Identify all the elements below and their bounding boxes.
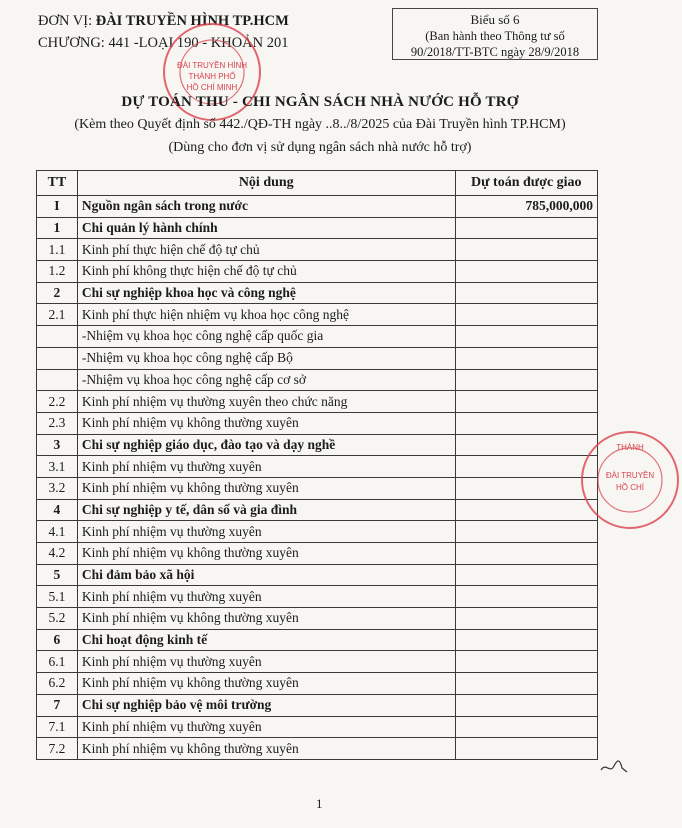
row-content: Kinh phí thực hiện chế độ tự chủ [77, 239, 455, 261]
row-estimate [455, 369, 597, 391]
row-estimate [455, 261, 597, 283]
row-content: Kinh phí nhiệm vụ không thường xuyên [77, 608, 455, 630]
initial-signature [598, 756, 630, 778]
row-number [37, 347, 78, 369]
row-estimate [455, 694, 597, 716]
row-estimate [455, 521, 597, 543]
chapter-line: CHƯƠNG: 441 -LOẠI 190 - KHOẢN 201 [38, 35, 289, 51]
row-estimate [455, 651, 597, 673]
header-tt: TT [37, 171, 78, 196]
table-row [37, 586, 598, 608]
stamp-top-text: ĐÀI TRUYỀN HÌNH [176, 61, 248, 70]
row-number: 3.1 [37, 456, 78, 478]
stamp2-bottom-text: HỒ CHÍ [616, 483, 644, 492]
row-estimate [455, 673, 597, 695]
row-number: 7 [37, 694, 78, 716]
row-estimate [455, 499, 597, 521]
row-number: 6.1 [37, 651, 78, 673]
row-number: 5.1 [37, 586, 78, 608]
row-number: 3 [37, 434, 78, 456]
row-estimate [455, 629, 597, 651]
row-content: Kinh phí nhiệm vụ không thường xuyên [77, 673, 455, 695]
table-row [37, 196, 598, 218]
row-content: Kinh phí nhiệm vụ thường xuyên [77, 716, 455, 738]
table-row [37, 239, 598, 261]
table-row [37, 521, 598, 543]
row-number: 2 [37, 282, 78, 304]
stamp2-mid-text: ĐÀI TRUYỀN [605, 471, 655, 480]
row-estimate [455, 391, 597, 413]
table-row [37, 304, 598, 326]
row-estimate [455, 326, 597, 348]
row-estimate [455, 456, 597, 478]
table-row [37, 326, 598, 348]
row-number: 5 [37, 564, 78, 586]
stamp2-top-text: THÀNH [616, 443, 644, 452]
row-content: Chi sự nghiệp khoa học và công nghệ [77, 282, 455, 304]
row-number: 3.2 [37, 477, 78, 499]
row-number [37, 326, 78, 348]
row-content: Kinh phí không thực hiện chế độ tự chủ [77, 261, 455, 283]
form-reference-line2: 90/2018/TT-BTC ngày 28/9/2018 [410, 45, 580, 59]
table-row [37, 608, 598, 630]
row-number: 7.2 [37, 738, 78, 760]
row-number: 7.1 [37, 716, 78, 738]
row-content: Chi sự nghiệp y tế, dân số và gia đình [77, 499, 455, 521]
row-content: -Nhiệm vụ khoa học công nghệ cấp quốc gia [77, 326, 455, 348]
row-content: -Nhiệm vụ khoa học công nghệ cấp cơ sở [77, 369, 455, 391]
table-row [37, 629, 598, 651]
row-number: 6.2 [37, 673, 78, 695]
table-row [37, 282, 598, 304]
table-row [37, 347, 598, 369]
table-row [37, 456, 598, 478]
row-number [37, 369, 78, 391]
row-content: Kinh phí nhiệm vụ thường xuyên [77, 651, 455, 673]
row-content: Kinh phí nhiệm vụ không thường xuyên [77, 477, 455, 499]
table-row [37, 261, 598, 283]
row-number: 2.1 [37, 304, 78, 326]
row-content: Nguồn ngân sách trong nước [77, 196, 455, 218]
table-row [37, 412, 598, 434]
table-header-row [37, 171, 598, 196]
row-content: Kinh phí nhiệm vụ không thường xuyên [77, 738, 455, 760]
official-stamp-partial [578, 428, 682, 532]
row-content: Chi hoạt động kinh tế [77, 629, 455, 651]
row-content: Kinh phí nhiệm vụ thường xuyên [77, 456, 455, 478]
stamp-mid-text: THÀNH PHỐ [188, 72, 236, 81]
row-estimate [455, 217, 597, 239]
row-estimate [455, 586, 597, 608]
row-estimate [455, 347, 597, 369]
row-estimate [455, 543, 597, 565]
table-row [37, 716, 598, 738]
row-content: Kinh phí nhiệm vụ không thường xuyên [77, 412, 455, 434]
table-row [37, 543, 598, 565]
row-number: 4.1 [37, 521, 78, 543]
row-number: I [37, 196, 78, 218]
row-content: -Nhiệm vụ khoa học công nghệ cấp Bộ [77, 347, 455, 369]
row-estimate [455, 738, 597, 760]
table-row [37, 499, 598, 521]
row-estimate: 785,000,000 [455, 196, 597, 218]
row-number: 5.2 [37, 608, 78, 630]
row-estimate [455, 564, 597, 586]
table-row [37, 391, 598, 413]
row-number: 1.2 [37, 261, 78, 283]
usage-note: (Dùng cho đơn vị sử dụng ngân sách nhà nước hỗ trợ) [168, 140, 472, 155]
header-estimate: Dự toán được giao [455, 171, 597, 196]
document-title: DỰ TOÁN THU - CHI NGÂN SÁCH NHÀ NƯỚC HỖ TRỢ [121, 94, 519, 110]
row-number: 2.3 [37, 412, 78, 434]
unit-prefix: ĐƠN VỊ: [38, 13, 96, 29]
table-row [37, 477, 598, 499]
row-content: Kinh phí thực hiện nhiệm vụ khoa học công nghệ [77, 304, 455, 326]
row-estimate [455, 412, 597, 434]
table-row [37, 738, 598, 760]
row-content: Kinh phí nhiệm vụ không thường xuyên [77, 543, 455, 565]
row-content: Chi đảm bảo xã hội [77, 564, 455, 586]
unit-name: ĐÀI TRUYỀN HÌNH TP.HCM [95, 13, 289, 29]
stamp-bottom-text: HỒ CHÍ MINH [186, 83, 238, 92]
row-estimate [455, 239, 597, 261]
table-row [37, 694, 598, 716]
row-estimate [455, 282, 597, 304]
table-row [37, 564, 598, 586]
table-row [37, 217, 598, 239]
row-number: 2.2 [37, 391, 78, 413]
row-content: Kinh phí nhiệm vụ thường xuyên [77, 521, 455, 543]
row-number: 4 [37, 499, 78, 521]
row-content: Chi sự nghiệp giáo dục, đào tạo và dạy nghề [77, 434, 455, 456]
row-number: 1 [37, 217, 78, 239]
form-number: Biểu số 6 [470, 12, 520, 27]
table-row [37, 434, 598, 456]
row-estimate [455, 608, 597, 630]
row-estimate [455, 716, 597, 738]
row-content: Kinh phí nhiệm vụ thường xuyên [77, 586, 455, 608]
row-estimate [455, 477, 597, 499]
row-content: Kinh phí nhiệm vụ thường xuyên theo chức năng [77, 391, 455, 413]
decision-reference: (Kèm theo Quyết định số 442./QĐ-TH ngày ..8../8/2025 của Đài Truyền hình TP.HCM) [74, 117, 566, 132]
form-reference-line1: (Ban hành theo Thông tư số [425, 29, 565, 43]
table-row [37, 673, 598, 695]
page-number: 1 [316, 796, 323, 811]
row-number: 4.2 [37, 543, 78, 565]
row-estimate [455, 434, 597, 456]
form-reference-box [392, 8, 598, 60]
row-number: 6 [37, 629, 78, 651]
row-estimate [455, 304, 597, 326]
table-row [37, 369, 598, 391]
header-content: Nội dung [77, 171, 455, 196]
row-content: Chi sự nghiệp bảo vệ môi trường [77, 694, 455, 716]
table-body [37, 196, 598, 760]
table-row [37, 651, 598, 673]
row-content: Chi quản lý hành chính [77, 217, 455, 239]
budget-table [36, 170, 598, 760]
row-number: 1.1 [37, 239, 78, 261]
